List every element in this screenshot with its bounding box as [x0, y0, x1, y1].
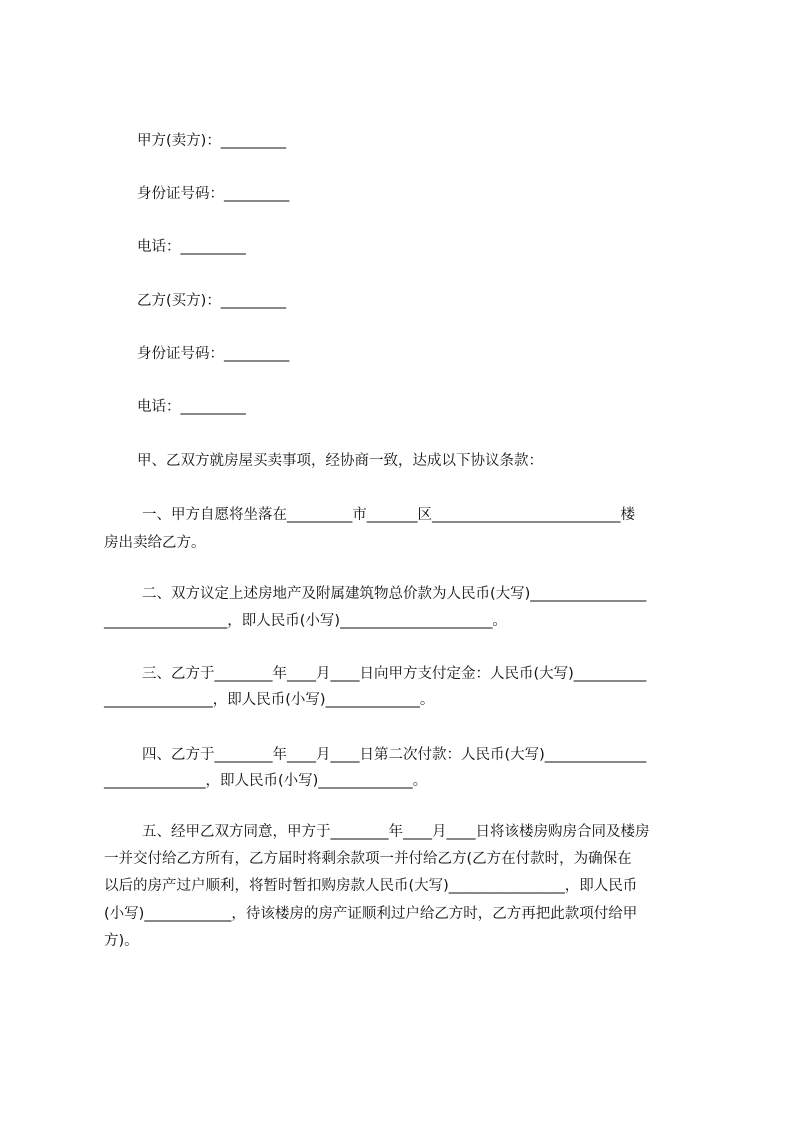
seller-label: 甲方(卖方)： [137, 133, 221, 149]
seller-blank: _________ [220, 133, 287, 149]
buyer-id-label: 身份证号码： [137, 346, 224, 362]
seller-id-field [137, 184, 289, 204]
seller-phone-field [137, 237, 246, 257]
buyer-blank: _________ [220, 293, 287, 309]
buyer-phone-field [137, 397, 246, 417]
clause-5-line-2: 一并交付给乙方所有，乙方届时将剩余款项一并付给乙方(乙方在付款时，为确保在 [104, 851, 632, 867]
buyer-id-field [137, 344, 289, 364]
clause-2-line-2: _________________，即人民币(小写)_____________________。 [104, 613, 507, 629]
buyer-phone-blank: _________ [180, 399, 246, 415]
buyer-phone-label: 电话： [137, 399, 181, 415]
clause-3-line-1: 三、乙方于________年____月____日向甲方支付定金：人民币(大写)__________ [142, 666, 647, 682]
clause-5-line-5: 方)。 [104, 933, 139, 949]
clause-5-line-1: 五、经甲乙双方同意，甲方于________年____月____日将该楼房购房合同及楼房 [142, 824, 650, 840]
buyer-label: 乙方(买方)： [137, 293, 221, 309]
seller-field [137, 131, 286, 151]
clause-5-line-4: (小写)____________，待该楼房的房产证顺利过户给乙方时，乙方再把此款项付给甲 [104, 906, 638, 922]
buyer-id-blank: _________ [224, 346, 290, 362]
seller-id-blank: _________ [224, 186, 290, 202]
intro-paragraph: 甲、乙双方就房屋买卖事项，经协商一致，达成以下协议条款： [137, 453, 543, 469]
clause-2-line-1: 二、双方议定上述房地产及附属建筑物总价款为人民币(大写)________________ [142, 586, 647, 602]
clause-1-line-2: 房出卖给乙方。 [104, 535, 206, 551]
clause-1-line-1: 一、甲方自愿将坐落在_________市_______区__________________________楼 [142, 507, 635, 523]
clause-3-line-2: _______________，即人民币(小写)_____________。 [104, 692, 435, 708]
clause-4-line-2: ______________，即人民币(小写)_____________。 [104, 773, 428, 789]
buyer-field [137, 291, 286, 311]
clause-5-line-3: 以后的房产过户顺利，将暂时暂扣购房款人民币(大写)________________，即人民币 [104, 878, 638, 894]
seller-phone-blank: _________ [180, 239, 246, 255]
clause-4-line-1: 四、乙方于________年____月____日第二次付款：人民币(大写)______________ [142, 747, 647, 763]
seller-phone-label: 电话： [137, 239, 181, 255]
seller-id-label: 身份证号码： [137, 186, 224, 202]
